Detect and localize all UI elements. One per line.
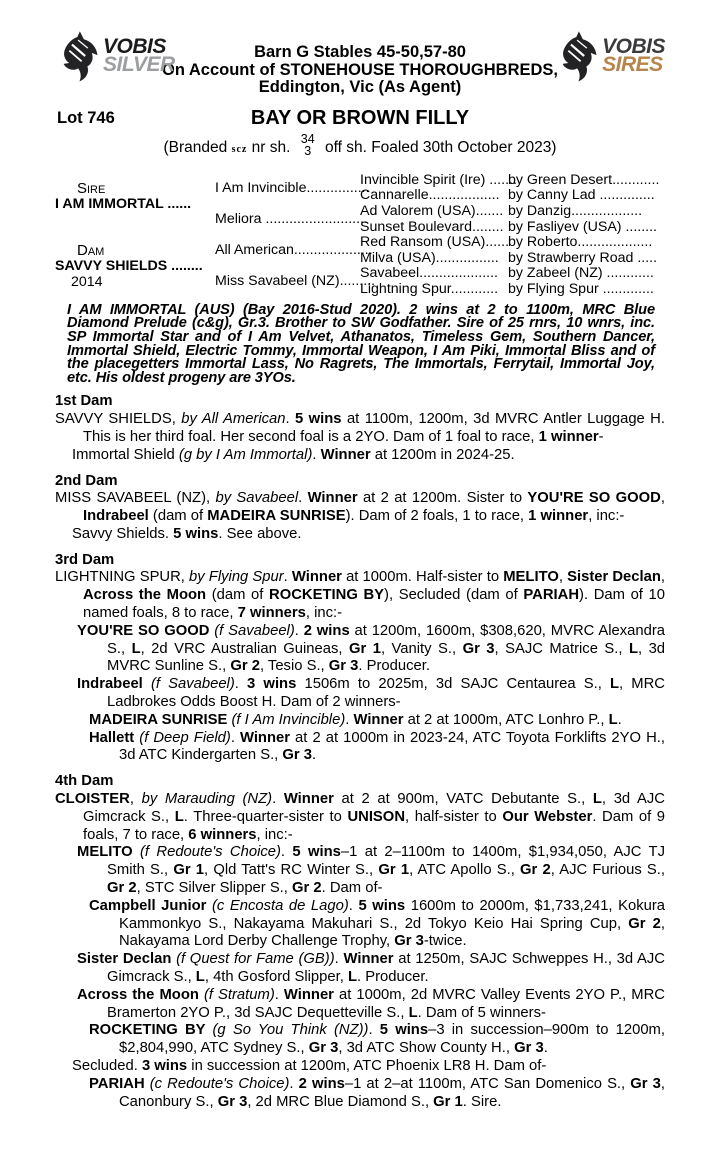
dam-section-1 xyxy=(55,393,665,464)
progeny-entry: MADEIRA SUNRISE (f I Am Invincible). Winner at 2 at 1000m, ATC Lonhro P., L. xyxy=(89,711,622,728)
gen3-name: Red Ransom (USA)...... xyxy=(360,234,510,251)
gen3-by: by Green Desert............ xyxy=(508,171,660,188)
brand-prefix: (Branded xyxy=(163,139,228,156)
dam-record-paragraph: SAVVY SHIELDS, by All American. 5 wins at 1100m, 1200m, 3d MVRC Antler Luggage H. This is her third foal. Her second foal is a 2YO. Dam of 1 foal to race, 1 winner- xyxy=(55,411,665,445)
dam-year: 2014 xyxy=(71,274,103,291)
progeny-entry: ROCKETING BY (g So You Think (NZ)). 5 wins–3 in succession–900m to 1200m, $2,804,990, ATC Sydney S., Gr 3, 3d ATC Show County H., Gr 3. xyxy=(89,1022,665,1057)
gen3-name: Lightning Spur............ xyxy=(360,280,499,297)
brand-foaling-line xyxy=(55,133,665,167)
dam-record-paragraph: CLOISTER, by Marauding (NZ). Winner at 2 at 900m, VATC Debutante S., L, 3d AJC Gimcrack S., L. Three-quarter-sister to UNISON, half-sister to Our Webster. Dam of 9 foals, 7 to race, 6 winners, inc:- xyxy=(55,791,666,843)
gen3-by: by Danzig.................. xyxy=(508,202,643,219)
gen3-name: Invincible Spirit (Ire) ....... xyxy=(360,171,517,188)
gen3-name: Sunset Boulevard........ xyxy=(360,218,504,235)
dam-label: Dam xyxy=(77,242,105,260)
progeny-entry: YOU'RE SO GOOD (f Savabeel). 2 wins at 1200m, 1600m, $308,620, MVRC Alexandra S., L, 2d VRC Australian Guineas, Gr 1, Vanity S., Gr 3, SAJC Matrice S., L, 3d MVRC Sunline S., Gr 2, Tesio S., Gr 3. Producer. xyxy=(77,622,666,675)
second-dam: Miss Savabeel (NZ)......... xyxy=(215,273,376,290)
progeny-entry: PARIAH (c Redoute's Choice). 2 wins–1 at 2–at 1100m, ATC San Domenico S., Gr 3, Canonbury S., Gr 3, 2d MRC Blue Diamond S., Gr 1. Sire. xyxy=(89,1075,665,1110)
damsire: All American.................... xyxy=(215,241,373,258)
brand-mark: scz xyxy=(231,144,248,155)
page-header xyxy=(55,26,665,102)
progeny-entry: Hallett (f Deep Field). Winner at 2 at 1000m in 2023-24, ATC Toyota Forklifts 2YO H., 3d ATC Kindergarten S., Gr 3. xyxy=(89,729,665,764)
gen3-name: Cannarelle.................. xyxy=(360,187,500,204)
location-line: Eddington, Vic (As Agent) xyxy=(258,78,462,96)
dam-block xyxy=(55,234,215,290)
account-line: On Account of STONEHOUSE THOROUGHBREDS, xyxy=(161,60,559,79)
progeny-entry: Campbell Junior (c Encosta de Lago). 5 wins 1600m to 2000m, $1,733,241, Kokura Kammonkyo S., Nakayama Makuhari S., 2d Tokyo Keio Hai Spring Cup, Gr 2, Nakayama Lord Derby Challenge Trophy, Gr 3-twice. xyxy=(89,897,665,950)
brand-number-bottom: 3 xyxy=(304,143,312,158)
gen3-by: by Zabeel (NZ) ............ xyxy=(508,265,654,282)
sire-name: I AM IMMORTAL ...... xyxy=(55,196,192,212)
dam-record-paragraph: MISS SAVABEEL (NZ), by Savabeel. Winner at 2 at 1200m. Sister to YOU'RE SO GOOD, Indrabeel (dam of MADEIRA SUNRISE). Dam of 2 foals, 1 to race, 1 winner, inc:- xyxy=(55,490,665,525)
horse-head-icon xyxy=(556,28,600,84)
dam-section-4 xyxy=(55,773,665,1111)
dam-section-heading: 3rd Dam xyxy=(55,551,115,568)
dam-section-heading: 4th Dam xyxy=(55,773,114,790)
gen3-by: by Strawberry Road ..... xyxy=(508,249,658,266)
gen3-name: Savabeel.................... xyxy=(360,265,498,282)
progeny-entry: Savvy Shields. 5 wins. See above. xyxy=(72,525,302,542)
sire-block xyxy=(55,172,215,212)
progeny-entry: Indrabeel (f Savabeel). 3 wins 1506m to 2025m, 3d SAJC Centaurea S., L, MRC Ladbrokes Odds Boost H. Dam of 2 winners- xyxy=(77,676,665,711)
vobis-text: VOBIS xyxy=(602,35,665,58)
pedigree-table xyxy=(55,172,665,297)
progeny-entry: Immortal Shield (g by I Am Immortal). Winner at 1200m in 2024-25. xyxy=(72,446,515,463)
brand-mid: nr sh. xyxy=(251,139,291,156)
progeny-entry: MELITO (f Redoute's Choice). 5 wins–1 at 2–1100m to 1400m, $1,934,050, AJC TJ Smith S., Gr 1, Qld Tatt's RC Winter S., Gr 1, ATC Apollo S., Gr 2, AJC Furious S., Gr 2, STC Silver Slipper S., Gr 2. Dam of- xyxy=(77,844,666,897)
vobis-sires-wordmark xyxy=(602,35,665,76)
horse-description-title: BAY OR BROWN FILLY xyxy=(250,107,470,129)
dam-record-paragraph: LIGHTNING SPUR, by Flying Spur. Winner at 1000m. Half-sister to MELITO, Sister Declan, Across the Moon (dam of ROCKETING BY), Secluded (dam of PARIAH). Dam of 10 named foals, 8 to race, 7 winners, inc:- xyxy=(55,569,666,622)
grandsire: I Am Invincible................ xyxy=(215,179,370,196)
vobis-sires-logo xyxy=(556,28,665,84)
progeny-entry: Across the Moon (f Stratum). Winner at 1000m, 2d MVRC Valley Events 2YO P., MRC Bramerton 2YO P., 3d SAJC Dequetteville S., L. Dam of 5 winners- xyxy=(77,986,665,1021)
sires-text: SIRES xyxy=(602,53,663,76)
brand-number-fraction xyxy=(301,134,315,157)
lot-title-row xyxy=(55,106,665,130)
dam-name: SAVVY SHIELDS ........ xyxy=(55,258,203,275)
gen3-by: by Roberto................... xyxy=(508,234,653,251)
gen3-name: Ad Valorem (USA)....... xyxy=(360,202,504,219)
dam-section-heading: 1st Dam xyxy=(55,393,113,410)
dam-section-3 xyxy=(55,552,665,766)
horse-head-icon xyxy=(57,28,101,84)
gen3-name: Milva (USA)................ xyxy=(360,249,499,266)
vobis-silver-wordmark xyxy=(103,35,175,76)
silver-text: SILVER xyxy=(103,53,175,76)
brand-number-top: 34 xyxy=(300,132,315,147)
barn-line: Barn G Stables 45-50,57-80 xyxy=(254,43,466,61)
brand-suffix: off sh. Foaled 30th October 2023) xyxy=(324,139,557,156)
progeny-entry: Sister Declan (f Quest for Fame (GB)). Winner at 1250m, SAJC Schweppes H., 3d AJC Gimcrack S., L, 4th Gosford Slipper, L. Producer. xyxy=(77,951,665,986)
progeny-entry: Secluded. 3 wins in succession at 1200m, ATC Phoenix LR8 H. Dam of- xyxy=(72,1058,547,1074)
gen3-by: by Flying Spur ............. xyxy=(508,280,654,297)
vobis-text: VOBIS xyxy=(103,35,166,58)
sire-label: Sire xyxy=(77,180,106,197)
gen3-by: by Fasliyev (USA) ........ xyxy=(508,218,657,235)
lot-number: Lot 746 xyxy=(57,109,115,127)
sire-summary-paragraph: I AM IMMORTAL (AUS) (Bay 2016-Stud 2020). 2 wins at 2 to 1100m, MRC Blue Diamond Prelude (c&g), Gr.3. Brother to SW Godfather. Sire of 25 rnrs, 10 wnrs, inc. SP Immortal Star and of I Am Velvet, Athanatos, Timeless Gem, Southern Dancer, Immortal Shield, Electric Tommy, Immortal Weapon, I Am Piki, Immortal Bliss and of the placegetters Immortal Lass, No Ragrets, The Immortals, Ferrytail, Immortal Joy, etc. His oldest progeny are 3YOs. xyxy=(67,301,655,386)
granddam: Meliora .......................... xyxy=(215,210,368,227)
gen3-by: by Canny Lad .............. xyxy=(508,187,655,204)
vobis-silver-logo xyxy=(57,28,175,84)
dam-section-heading: 2nd Dam xyxy=(55,472,118,489)
dam-section-2 xyxy=(55,473,665,544)
